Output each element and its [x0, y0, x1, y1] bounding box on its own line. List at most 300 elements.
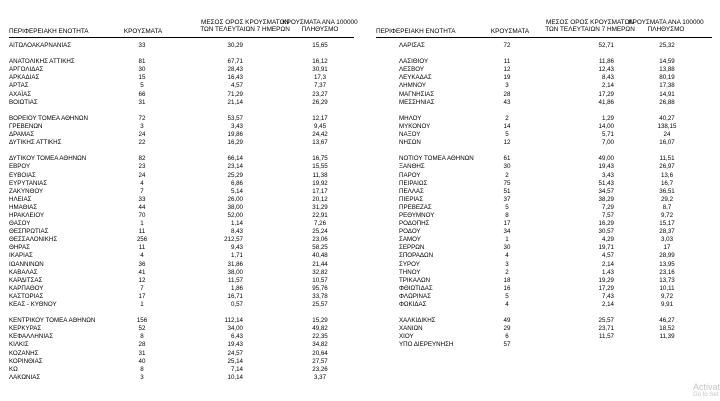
per-value: 17,3 — [313, 74, 327, 82]
table-row — [0, 261, 360, 269]
per-value: 23,26 — [312, 365, 328, 373]
avg-value: 16,29 — [598, 220, 614, 228]
cases-value: 24 — [138, 131, 146, 139]
cases-value: 18 — [503, 276, 511, 284]
avg-value: 2,14 — [601, 260, 614, 268]
table-row — [360, 131, 720, 139]
per-value: 11,39 — [659, 333, 675, 341]
table-row — [360, 99, 720, 107]
cases-value: 44 — [138, 203, 146, 211]
per-value: 49,82 — [312, 325, 328, 333]
cases-value: 29 — [503, 325, 511, 333]
per-value: 20,12 — [312, 195, 328, 203]
cases-value: 72 — [503, 42, 511, 49]
table-row — [360, 212, 720, 220]
region-name: ΒΟΡΕΙΟΥ ΤΟΜΕΑ ΑΘΗΝΩΝ — [9, 114, 88, 122]
cases-value: 16 — [503, 284, 511, 292]
region-name: ΤΡΙΚΑΛΩΝ — [399, 276, 431, 284]
per-value: 14,91 — [659, 90, 675, 98]
table-row — [0, 374, 360, 382]
region-name: ΚΟΖΑΝΗΣ — [9, 349, 39, 357]
per-value: 31,29 — [312, 203, 328, 211]
table-row — [360, 123, 720, 131]
avg-value: 6,86 — [230, 179, 243, 187]
table-row — [0, 58, 360, 66]
cases-value: 41 — [138, 268, 146, 276]
region-name: ΠΡΕΒΕΖΑΣ — [399, 203, 432, 211]
per-value: 34,82 — [312, 341, 328, 349]
region-name: ΛΑΣΙΘΙΟΥ — [399, 58, 429, 66]
cases-value: 5 — [140, 82, 144, 90]
per-value: 12,17 — [312, 114, 328, 122]
watermark-line1: Activat — [692, 382, 720, 392]
cases-value: 33 — [138, 195, 146, 203]
table-row — [0, 99, 360, 107]
region-name: ΠΑΡΟΥ — [399, 171, 421, 179]
left-header-per-line1: ΚΡΟΥΣΜΑΤΑ ΑΝΑ 100000 — [282, 19, 358, 26]
region-name: ΧΙΟΥ — [399, 333, 414, 341]
avg-value: 25,29 — [227, 171, 243, 179]
region-name: ΣΥΡΟΥ — [399, 260, 420, 268]
cases-value: 256 — [136, 236, 148, 244]
avg-value: 38,00 — [227, 203, 243, 211]
region-name: ΝΑΞΟΥ — [399, 131, 421, 139]
avg-value: 38,29 — [598, 195, 614, 203]
per-value: 13,88 — [659, 66, 675, 74]
left-header-per-line2: ΠΛΗΘΥΣΜΟ — [301, 26, 339, 33]
cases-value: 1 — [140, 220, 144, 228]
cases-value: 3 — [505, 260, 509, 268]
cases-value: 4 — [505, 301, 509, 308]
cases-value: 1 — [140, 301, 144, 308]
per-value: 27,57 — [312, 357, 328, 365]
per-value: 23,16 — [659, 268, 675, 276]
region-name: ΕΥΒΟΙΑΣ — [9, 171, 36, 179]
per-value: 36,51 — [659, 187, 675, 195]
avg-value: 16,29 — [227, 139, 243, 147]
cases-value: 57 — [503, 341, 511, 349]
region-name: ΑΝΑΤΟΛΙΚΗΣ ΑΤΤΙΚΗΣ — [9, 58, 75, 66]
avg-value: 52,71 — [598, 42, 614, 49]
per-value: 26,97 — [659, 163, 675, 171]
avg-value: 7,00 — [601, 139, 614, 147]
per-value: 24,42 — [312, 131, 328, 139]
per-value: 13,67 — [312, 139, 328, 147]
cases-value: 8 — [140, 365, 144, 373]
region-name: ΠΕΙΡΑΙΩΣ — [399, 179, 428, 187]
cases-value: 23 — [138, 163, 146, 171]
avg-value: 17,29 — [598, 284, 614, 292]
per-value: 11,38 — [312, 171, 328, 179]
avg-value: 51,43 — [598, 179, 614, 187]
region-name: ΗΛΕΙΑΣ — [9, 195, 32, 203]
table-row — [0, 163, 360, 171]
per-value: 22,35 — [312, 333, 328, 341]
per-value: 23,06 — [312, 236, 328, 244]
table-row — [360, 115, 720, 123]
activation-watermark — [693, 382, 720, 399]
per-value: 16,07 — [659, 139, 675, 147]
region-name: ΜΗΛΟΥ — [399, 114, 422, 122]
table-row — [0, 366, 360, 374]
per-value: 40,27 — [659, 114, 675, 122]
table-row — [360, 196, 720, 204]
region-name: ΗΡΑΚΛΕΙΟΥ — [9, 211, 45, 219]
cases-value: 11 — [138, 244, 146, 252]
cases-value: 43 — [503, 98, 511, 106]
per-value: 22,91 — [312, 211, 328, 219]
cases-value: 156 — [136, 317, 148, 325]
region-name: ΜΥΚΟΝΟΥ — [399, 122, 431, 130]
cases-value: 15 — [138, 74, 146, 82]
region-name: ΗΜΑΘΙΑΣ — [9, 203, 38, 211]
region-name: ΛΕΣΒΟΥ — [399, 66, 424, 74]
per-value: 23,27 — [312, 90, 328, 98]
per-value: 25,24 — [312, 228, 328, 236]
avg-value: 19,43 — [598, 163, 614, 171]
avg-value: 7,43 — [601, 292, 614, 300]
table-row — [360, 333, 720, 341]
right-header-per — [621, 19, 711, 33]
region-name: ΜΕΣΣΗΝΙΑΣ — [399, 98, 435, 106]
table-row — [0, 277, 360, 285]
per-value: 3,03 — [660, 236, 674, 244]
avg-value: 53,57 — [227, 114, 243, 122]
avg-value: 19,71 — [598, 244, 614, 252]
avg-value: 31,86 — [227, 260, 243, 268]
per-value: 15,17 — [659, 220, 675, 228]
avg-value: 21,14 — [227, 98, 243, 106]
cases-value: 28 — [138, 341, 146, 349]
cases-value: 31 — [138, 349, 146, 357]
region-name: ΚΑΒΑΛΑΣ — [9, 268, 38, 276]
region-name: ΦΘΙΩΤΙΔΑΣ — [399, 284, 433, 292]
cases-value: 6 — [505, 333, 509, 341]
per-value: 11,51 — [659, 155, 675, 163]
cases-value: 11 — [138, 228, 146, 236]
cases-value: 7 — [140, 284, 144, 292]
table-row — [0, 172, 360, 180]
avg-value: 30,57 — [598, 228, 614, 236]
table-row — [0, 196, 360, 204]
per-value: 95,76 — [312, 284, 328, 292]
per-value: 80,19 — [659, 74, 675, 82]
table-row — [0, 333, 360, 341]
region-name: ΔΥΤΙΚΟΥ ΤΟΜΕΑ ΑΘΗΝΩΝ — [9, 155, 87, 163]
table-row — [360, 341, 720, 349]
per-value: 33,78 — [312, 292, 328, 300]
avg-value: 7,57 — [601, 211, 614, 219]
avg-value: 4,57 — [601, 252, 614, 260]
table-row — [0, 293, 360, 301]
table-row — [0, 115, 360, 123]
avg-value: 23,71 — [598, 325, 614, 333]
per-value: 13,95 — [659, 260, 675, 268]
left-header-cases: ΚΡΟΥΣΜΑΤΑ — [123, 28, 163, 35]
region-name: ΛΑΡΙΣΑΣ — [399, 42, 425, 49]
per-value: 25,57 — [312, 301, 328, 308]
cases-value: 3 — [505, 82, 509, 90]
avg-value: 3,43 — [230, 122, 243, 130]
region-name: ΓΡΕΒΕΝΩΝ — [9, 122, 43, 130]
region-name: ΣΕΡΡΩΝ — [399, 244, 425, 252]
region-name: ΝΗΣΩΝ — [399, 139, 421, 147]
per-value: 29,2 — [660, 195, 674, 203]
region-name: ΚΑΣΤΟΡΙΑΣ — [9, 292, 44, 300]
region-name: ΘΑΣΟΥ — [9, 220, 31, 228]
region-name: ΚΑΡΠΑΘΟΥ — [9, 284, 44, 292]
table-row — [360, 277, 720, 285]
avg-value: 5,14 — [230, 187, 243, 195]
region-name: ΑΡΚΑΔΙΑΣ — [9, 74, 40, 82]
region-name: ΠΙΕΡΙΑΣ — [399, 195, 424, 203]
cases-value: 5 — [505, 203, 509, 211]
per-value: 17,17 — [312, 187, 328, 195]
cases-value: 17 — [503, 220, 511, 228]
avg-value: 11,57 — [598, 333, 614, 341]
table-row — [360, 58, 720, 66]
region-name: ΡΟΔΟΠΗΣ — [399, 220, 430, 228]
per-value: 13,73 — [659, 276, 675, 284]
cases-value: 11 — [503, 58, 511, 66]
avg-value: 19,43 — [227, 341, 243, 349]
left-header-per — [275, 19, 365, 33]
table-row — [0, 155, 360, 163]
left-header-region: ΠΕΡΙΦΕΡΕΙΑΚΗ ΕΝΟΤΗΤΑ — [9, 28, 89, 35]
per-value: 15,29 — [312, 317, 328, 325]
region-name: ΚΩ — [9, 365, 18, 373]
table-row — [360, 42, 720, 50]
cases-value: 70 — [138, 211, 146, 219]
cases-value: 3 — [140, 373, 144, 381]
avg-value: 0,57 — [230, 301, 243, 308]
per-value: 46,27 — [659, 317, 675, 325]
cases-value: 5 — [505, 131, 509, 139]
right-header-avg-line2: ΤΩΝ ΤΕΛΕΥΤΑΙΩΝ 7 ΗΜΕΡΩΝ — [545, 26, 635, 33]
per-value: 58,25 — [312, 244, 328, 252]
avg-value: 38,00 — [227, 268, 243, 276]
cases-value: 33 — [138, 42, 146, 49]
avg-value: 112,14 — [224, 317, 243, 325]
avg-value: 16,43 — [227, 74, 243, 82]
avg-value: 7,14 — [230, 365, 243, 373]
per-value: 16,7 — [660, 179, 674, 187]
cases-value: 24 — [138, 171, 146, 179]
right-table — [360, 42, 720, 350]
table-row — [0, 341, 360, 349]
region-name: ΚΕΝΤΡΙΚΟΥ ΤΟΜΕΑ ΑΘΗΝΩΝ — [9, 317, 96, 325]
left-header-avg-line1: ΜΕΣΟΣ ΟΡΟΣ ΚΡΟΥΣΜΑΤΩΝ — [201, 19, 289, 26]
avg-value: 4,57 — [230, 82, 243, 90]
avg-value: 25,57 — [598, 317, 614, 325]
per-value: 10,11 — [659, 284, 675, 292]
avg-value: 7,29 — [601, 203, 614, 211]
table-row — [360, 155, 720, 163]
region-name: ΛΗΜΝΟΥ — [399, 82, 426, 90]
table-row — [0, 244, 360, 252]
cases-value: 5 — [505, 292, 509, 300]
right-header-region: ΠΕΡΙΦΕΡΕΙΑΚΗ ΕΝΟΤΗΤΑ — [376, 28, 456, 35]
table-row — [360, 50, 720, 58]
cases-value: 2 — [505, 268, 509, 276]
per-value: 21,44 — [312, 260, 328, 268]
table-row — [0, 350, 360, 358]
avg-value: 66,14 — [227, 155, 243, 163]
table-row — [360, 163, 720, 171]
table-row — [0, 317, 360, 325]
cases-value: 4 — [140, 179, 144, 187]
avg-value: 34,00 — [227, 325, 243, 333]
avg-value: 71,29 — [227, 90, 243, 98]
region-name: ΖΑΚΥΝΘΟΥ — [9, 187, 44, 195]
avg-value: 17,29 — [598, 90, 614, 98]
table-row — [0, 131, 360, 139]
table-row — [360, 325, 720, 333]
table-row — [0, 50, 360, 58]
per-value: 20,64 — [312, 349, 328, 357]
cases-value: 12 — [138, 276, 146, 284]
per-value: 9,91 — [660, 301, 674, 308]
right-header-per-line2: ΠΛΗΘΥΣΜΟ — [647, 26, 685, 33]
cases-value: 30 — [503, 244, 511, 252]
avg-value: 8,43 — [601, 74, 614, 82]
region-name: ΒΟΙΩΤΙΑΣ — [9, 98, 38, 106]
avg-value: 9,43 — [230, 244, 243, 252]
per-value: 10,57 — [312, 276, 328, 284]
per-value: 40,48 — [312, 252, 328, 260]
cases-value: 8 — [505, 211, 509, 219]
avg-value: 26,00 — [227, 195, 243, 203]
table-row — [360, 236, 720, 244]
avg-value: 3,43 — [601, 171, 614, 179]
region-name: ΡΕΘΥΜΝΟΥ — [399, 211, 435, 219]
cases-value: 14 — [503, 122, 511, 130]
avg-value: 49,00 — [598, 155, 614, 163]
cases-value: 51 — [503, 187, 511, 195]
region-name: ΛΕΥΚΑΔΑΣ — [399, 74, 432, 82]
cases-value: 17 — [138, 292, 146, 300]
table-row — [0, 325, 360, 333]
per-value: 14,59 — [659, 58, 675, 66]
cases-value: 22 — [138, 139, 146, 147]
cases-value: 40 — [138, 357, 146, 365]
per-value: 26,88 — [659, 98, 675, 106]
avg-value: 41,86 — [598, 98, 614, 106]
region-name: ΙΚΑΡΙΑΣ — [9, 252, 33, 260]
left-header-rule — [9, 37, 354, 38]
table-row — [360, 66, 720, 74]
avg-value: 19,86 — [227, 131, 243, 139]
per-value: 15,55 — [312, 163, 328, 171]
per-value: 3,37 — [313, 373, 327, 381]
right-header-cases: ΚΡΟΥΣΜΑΤΑ — [490, 28, 530, 35]
cases-value: 4 — [140, 252, 144, 260]
region-name: ΑΡΓΟΛΙΔΑΣ — [9, 66, 44, 74]
region-name: ΣΠΟΡΑΔΩΝ — [399, 252, 434, 260]
table-row — [360, 293, 720, 301]
cases-value: 52 — [138, 325, 146, 333]
per-value: 16,12 — [312, 58, 328, 66]
cases-value: 12 — [503, 66, 511, 74]
avg-value: 19,29 — [598, 276, 614, 284]
region-name: ΚΑΡΔΙΤΣΑΣ — [9, 276, 43, 284]
table-row — [0, 236, 360, 244]
cases-value: 37 — [503, 195, 511, 203]
per-value: 28,99 — [659, 252, 675, 260]
cases-value: 82 — [138, 155, 146, 163]
table-row — [0, 139, 360, 147]
region-name: ΝΟΤΙΟΥ ΤΟΜΕΑ ΑΘΗΝΩΝ — [399, 155, 474, 163]
region-name: ΚΟΡΙΝΘΙΑΣ — [9, 357, 43, 365]
cases-value: 19 — [503, 74, 511, 82]
region-name: ΚΕΡΚΥΡΑΣ — [9, 325, 42, 333]
table-row — [0, 180, 360, 188]
table-row — [0, 220, 360, 228]
region-name: ΧΑΛΚΙΔΙΚΗΣ — [399, 317, 436, 325]
region-name: ΔΥΤΙΚΗΣ ΑΤΤΙΚΗΣ — [9, 139, 62, 147]
avg-value: 2,14 — [601, 301, 614, 308]
avg-value: 1,43 — [601, 268, 614, 276]
avg-value: 25,14 — [227, 357, 243, 365]
region-name: ΦΩΚΙΔΑΣ — [399, 301, 427, 308]
table-row — [0, 301, 360, 309]
table-row — [0, 358, 360, 366]
avg-value: 14,00 — [598, 122, 614, 130]
cases-value: 28 — [503, 90, 511, 98]
table-row — [360, 309, 720, 317]
per-value: 138,15 — [657, 122, 677, 130]
region-name: ΠΕΛΛΑΣ — [399, 187, 424, 195]
region-name: ΘΗΡΑΣ — [9, 244, 30, 252]
region-name: ΦΛΩΡΙΝΑΣ — [399, 292, 431, 300]
per-value: 15,65 — [312, 42, 328, 49]
region-name: ΛΑΚΩΝΙΑΣ — [9, 373, 41, 381]
per-value: 17,38 — [659, 82, 675, 90]
region-name: ΤΗΝΟΥ — [399, 268, 421, 276]
cases-value: 31 — [138, 98, 146, 106]
region-name: ΑΧΑΪΑΣ — [9, 90, 32, 98]
cases-value: 72 — [138, 114, 146, 122]
avg-value: 67,71 — [227, 58, 243, 66]
per-value: 32,82 — [312, 268, 328, 276]
avg-value: 1,14 — [230, 220, 243, 228]
table-row — [360, 317, 720, 325]
table-row — [360, 252, 720, 260]
avg-value: 11,86 — [598, 58, 614, 66]
table-row — [360, 301, 720, 309]
table-row — [0, 204, 360, 212]
cases-value: 34 — [503, 228, 511, 236]
table-row — [360, 228, 720, 236]
region-name: ΚΕΑΣ - ΚΥΘΝΟΥ — [9, 301, 57, 308]
table-row — [0, 66, 360, 74]
per-value: 9,72 — [660, 211, 674, 219]
per-value: 17 — [663, 244, 671, 252]
region-name: ΜΑΓΝΗΣΙΑΣ — [399, 90, 435, 98]
table-row — [0, 82, 360, 90]
table-row — [360, 269, 720, 277]
per-value: 7,37 — [313, 82, 327, 90]
avg-value: 8,43 — [230, 228, 243, 236]
table-row — [360, 220, 720, 228]
table-row — [0, 74, 360, 82]
avg-value: 24,57 — [227, 349, 243, 357]
avg-value: 6,43 — [230, 333, 243, 341]
avg-value: 1,29 — [601, 114, 614, 122]
cases-value: 30 — [503, 163, 511, 171]
cases-value: 8 — [140, 333, 144, 341]
avg-value: 34,57 — [598, 187, 614, 195]
